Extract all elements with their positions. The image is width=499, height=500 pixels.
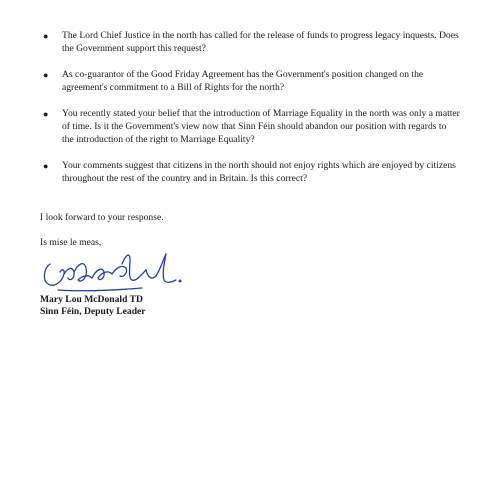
list-item-text: The Lord Chief Justice in the north has called for the release of funds to progress legacy inquests. Does the Government support this request? [62,30,459,54]
bullet-icon: ● [43,70,49,81]
list-item [40,30,460,55]
signatory-title: Sinn Féin, Deputy Leader [40,306,146,317]
question-list [40,30,460,199]
bullet-icon: ● [43,31,49,41]
list-item [40,108,460,146]
closing-line: I look forward to your response. [40,212,164,223]
handwritten-signature [38,250,188,296]
list-item-text: As co-guarantor of the Good Friday Agreement has the Government's position changed on the agreement's commitment to a Bill of Rights for the north? [62,69,424,93]
list-item [40,69,460,94]
bullet-icon: ● [43,109,49,120]
list-item [40,160,460,185]
salutation: Is mise le meas, [40,237,102,248]
signatory-name: Mary Lou McDonald TD [40,294,143,305]
bullet-icon: ● [43,161,49,172]
list-item-text: You recently stated your belief that the introduction of Marriage Equality in the north was only a matter of time. Is it the Government's view now that Sinn Féin should abandon our position with regards to the introduction of the right to Marriage Equality? [62,108,460,145]
list-item-text: Your comments suggest that citizens in the north should not enjoy rights which are enjoyed by citizens throughout the rest of the country and in Britain. Is this correct? [62,160,456,184]
